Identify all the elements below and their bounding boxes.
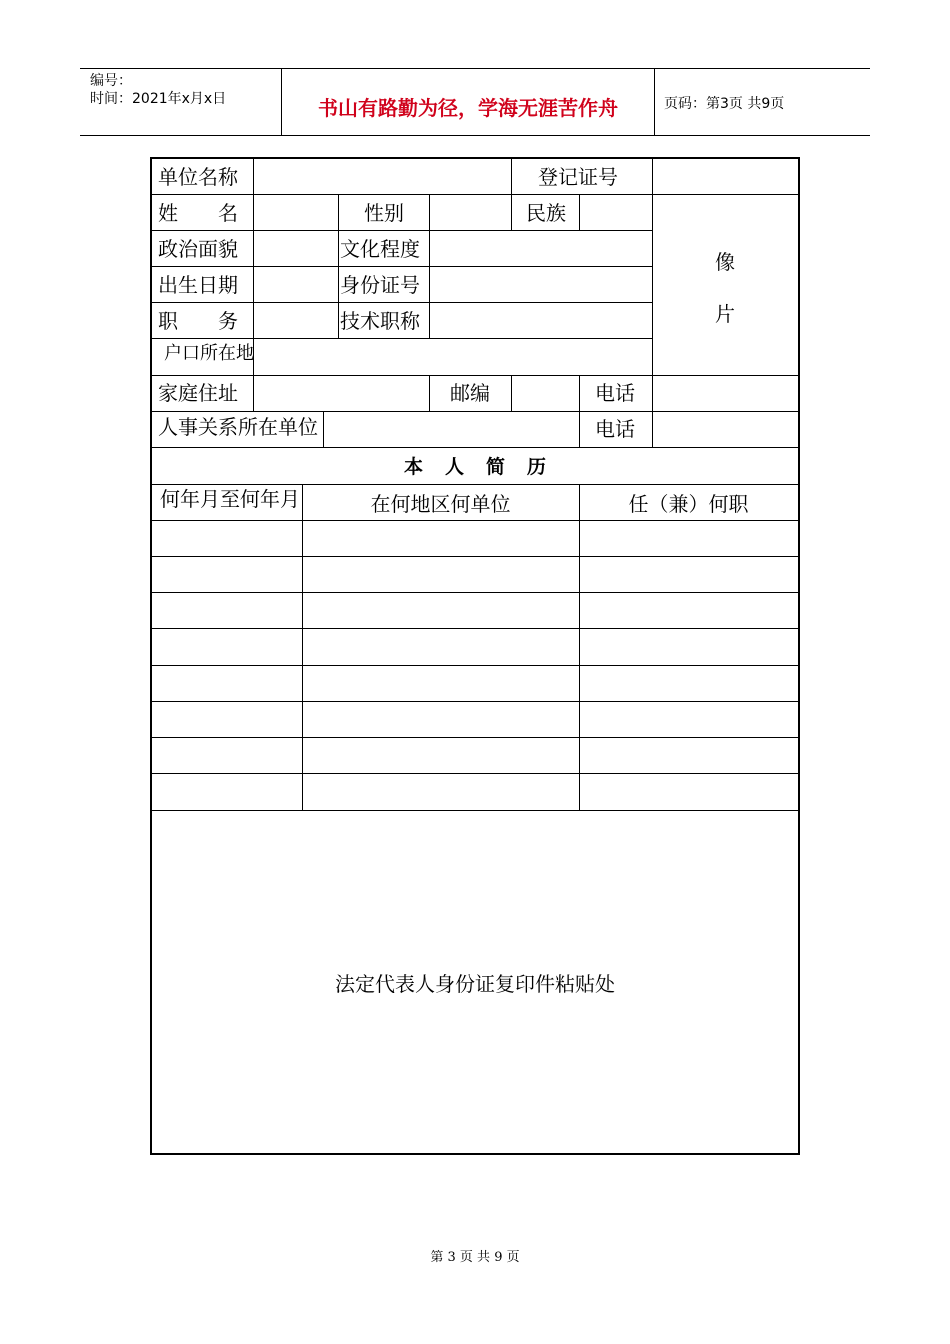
label-title: 技术职称 <box>340 309 420 333</box>
field-home-address[interactable] <box>253 375 429 411</box>
row-rule <box>152 773 798 774</box>
field-hukou[interactable] <box>253 338 652 375</box>
field-unit-name[interactable] <box>253 159 511 194</box>
col-rule <box>579 375 580 447</box>
row-rule <box>152 447 798 448</box>
label-personnel-unit: 人事关系所在单位 <box>158 415 318 439</box>
header-number-label: 编号： <box>90 73 132 89</box>
photo-area[interactable] <box>652 194 798 375</box>
label-name: 姓 名 <box>158 201 238 225</box>
label-ethnicity: 民族 <box>526 201 566 225</box>
field-ethnicity[interactable] <box>579 194 652 230</box>
field-postcode[interactable] <box>511 375 579 411</box>
row-rule <box>152 556 798 557</box>
label-phone-2: 电话 <box>595 417 635 441</box>
col-rule <box>511 159 512 194</box>
field-phone-2[interactable] <box>652 411 798 447</box>
header-motto: 书山有路勤为径，学海无涯苦作舟 <box>318 96 618 120</box>
field-registration-no[interactable] <box>652 159 798 194</box>
label-registration-no: 登记证号 <box>538 165 618 189</box>
label-phone-1: 电话 <box>595 381 635 405</box>
field-name[interactable] <box>253 194 338 230</box>
row-rule <box>152 484 798 485</box>
col-header-unit: 在何地区何单位 <box>370 492 511 516</box>
field-education[interactable] <box>429 230 652 266</box>
field-title[interactable] <box>429 302 652 338</box>
col-rule <box>429 375 430 411</box>
header-time-label: 时间：2021年x月x日 <box>90 91 227 107</box>
registration-form <box>150 157 800 1155</box>
row-rule <box>152 592 798 593</box>
col-rule <box>302 484 303 810</box>
id-copy-paste-area: 法定代表人身份证复印件粘贴处 <box>335 972 615 996</box>
header-bottom-rule <box>80 135 870 136</box>
header-divider-right <box>654 68 655 136</box>
resume-title: 本人简历 <box>403 456 568 478</box>
field-political-status[interactable] <box>253 230 338 266</box>
row-rule <box>152 628 798 629</box>
label-gender: 性别 <box>364 201 404 225</box>
field-personnel-unit[interactable] <box>323 411 579 447</box>
label-photo-1: 像 <box>715 250 735 274</box>
label-id-number: 身份证号 <box>340 273 420 297</box>
label-home-address: 家庭住址 <box>158 381 238 405</box>
row-rule <box>152 810 798 811</box>
col-header-post: 任（兼）何职 <box>628 492 749 516</box>
field-id-number[interactable] <box>429 266 652 302</box>
label-postcode: 邮编 <box>450 381 490 405</box>
col-rule <box>511 194 512 230</box>
header-page-info: 页码：第3页 共9页 <box>664 96 785 112</box>
label-photo-2: 片 <box>715 302 735 326</box>
label-birth-date: 出生日期 <box>158 273 238 297</box>
field-position[interactable] <box>253 302 338 338</box>
col-rule <box>338 194 339 338</box>
row-rule <box>152 520 798 521</box>
label-position: 职 务 <box>158 309 238 333</box>
field-phone-1[interactable] <box>652 375 798 411</box>
field-gender[interactable] <box>429 194 511 230</box>
col-rule <box>579 484 580 810</box>
label-unit-name: 单位名称 <box>158 165 238 189</box>
row-rule <box>152 701 798 702</box>
page-footer: 第 3 页 共 9 页 <box>430 1250 520 1265</box>
row-rule <box>152 194 652 195</box>
field-birth-date[interactable] <box>253 266 338 302</box>
header-top-rule <box>80 68 870 69</box>
row-rule <box>152 737 798 738</box>
label-education: 文化程度 <box>340 237 420 261</box>
label-political-status: 政治面貌 <box>158 237 238 261</box>
label-hukou: 户口所在地 <box>164 343 254 364</box>
row-rule <box>152 665 798 666</box>
col-header-date: 何年月至何年月 <box>160 487 300 511</box>
